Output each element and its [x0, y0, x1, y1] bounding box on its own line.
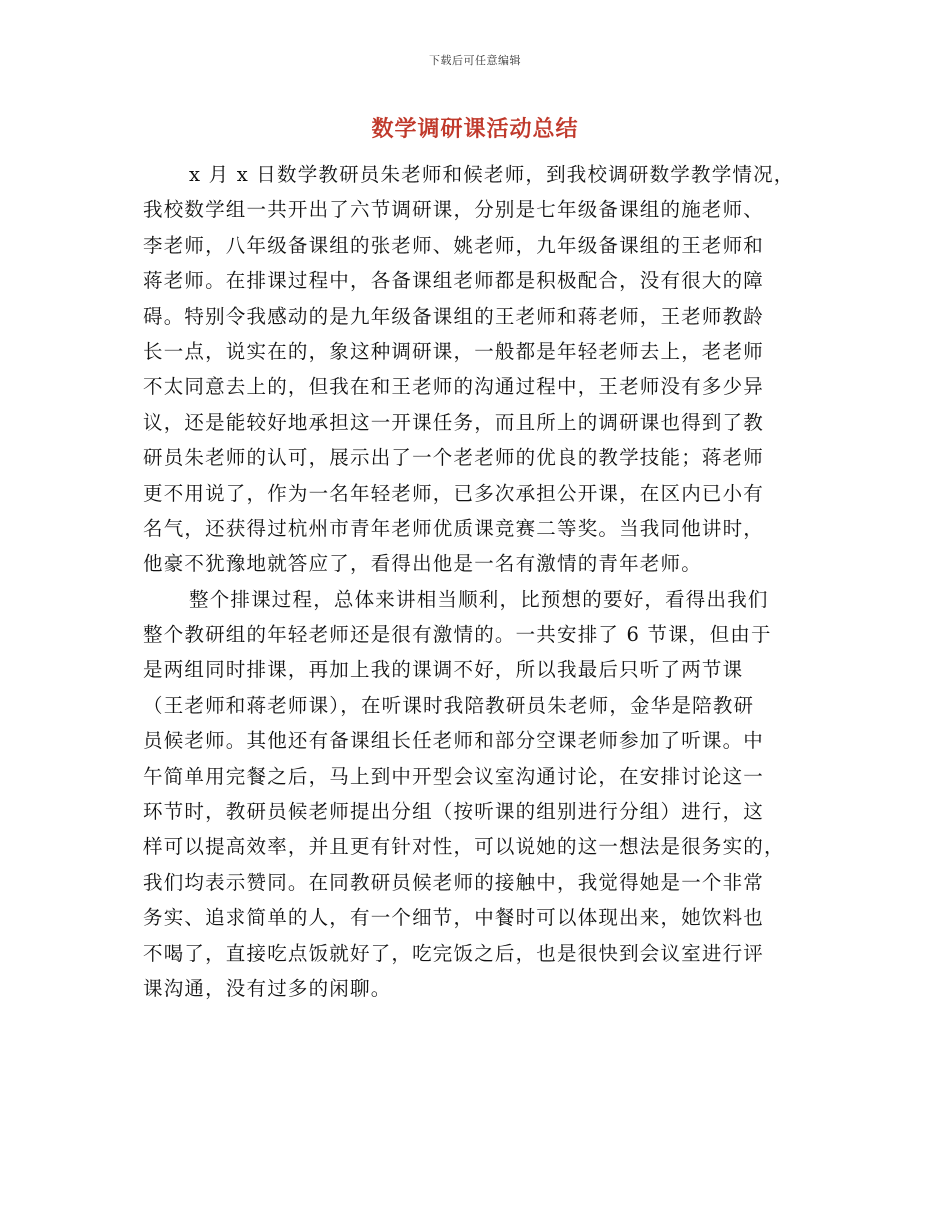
text-line: 名气，还获得过杭州市青年老师优质课竞赛二等奖。当我同他讲时， [143, 516, 765, 540]
document-title: 数学调研课活动总结 [371, 116, 579, 142]
text-line: 他豪不犹豫地就答应了，看得出他是一名有激情的青年老师。 [143, 552, 702, 576]
text-line: 务实、追求简单的人，有一个细节，中餐时可以体现出来，她饮料也 [143, 906, 765, 930]
text-line: 研员朱老师的认可，展示出了一个老老师的优良的教学技能；蒋老师 [143, 446, 765, 470]
text-line: 整个教研组的年轻老师还是很有激情的。一共安排了 6 节课，但由于 [143, 623, 772, 647]
text-line: 蒋老师。在排课过程中，各备课组老师都是积极配合，没有很大的障 [143, 269, 765, 293]
text-line: 我校数学组一共开出了六节调研课，分别是七年级备课组的施老师、 [143, 198, 765, 222]
text-line: 更不用说了，作为一名年轻老师，已多次承担公开课，在区内已小有 [143, 481, 765, 505]
text-line: 课沟通，没有过多的闲聊。 [143, 976, 392, 1000]
text-line: （王老师和蒋老师课），在听课时我陪教研员朱老师，金华是陪教研 [143, 693, 755, 717]
paragraph-1 [143, 157, 803, 582]
text-line: 午简单用完餐之后，马上到中开型会议室沟通讨论，在安排讨论这一 [143, 764, 765, 788]
paragraph-2 [143, 582, 803, 1007]
text-line: 整个排课过程，总体来讲相当顺利，比预想的要好，看得出我们 [189, 587, 769, 611]
text-line: 长一点，说实在的，象这种调研课，一般都是年轻老师去上，老老师 [143, 339, 765, 363]
header-note: 下载后可任意编辑 [429, 54, 521, 67]
text-line: 议，还是能较好地承担这一开课任务，而且所上的调研课也得到了教 [143, 410, 765, 434]
text-line: x 月 x 日数学教研员朱老师和候老师，到我校调研数学教学情况， [189, 163, 795, 186]
text-line: 李老师，八年级备课组的张老师、姚老师，九年级备课组的王老师和 [143, 233, 765, 257]
text-line: 样可以提高效率，并且更有针对性，可以说她的这一想法是很务实的， [143, 835, 785, 859]
text-line: 不太同意去上的，但我在和王老师的沟通过程中，王老师没有多少异 [143, 375, 765, 399]
text-line: 员候老师。其他还有备课组长任老师和部分空课老师参加了听课。中 [143, 729, 765, 753]
text-line: 我们均表示赞同。在同教研员候老师的接触中，我觉得她是一个非常 [143, 870, 765, 894]
text-line: 环节时，教研员候老师提出分组（按听课的组别进行分组）进行，这 [143, 800, 765, 824]
document-body [143, 157, 803, 1006]
text-line: 是两组同时排课，再加上我的课调不好，所以我最后只听了两节课 [143, 658, 744, 682]
text-line: 碍。特别令我感动的是九年级备课组的王老师和蒋老师，王老师教龄 [143, 304, 765, 328]
text-line: 不喝了，直接吃点饭就好了，吃完饭之后，也是很快到会议室进行评 [143, 941, 765, 965]
